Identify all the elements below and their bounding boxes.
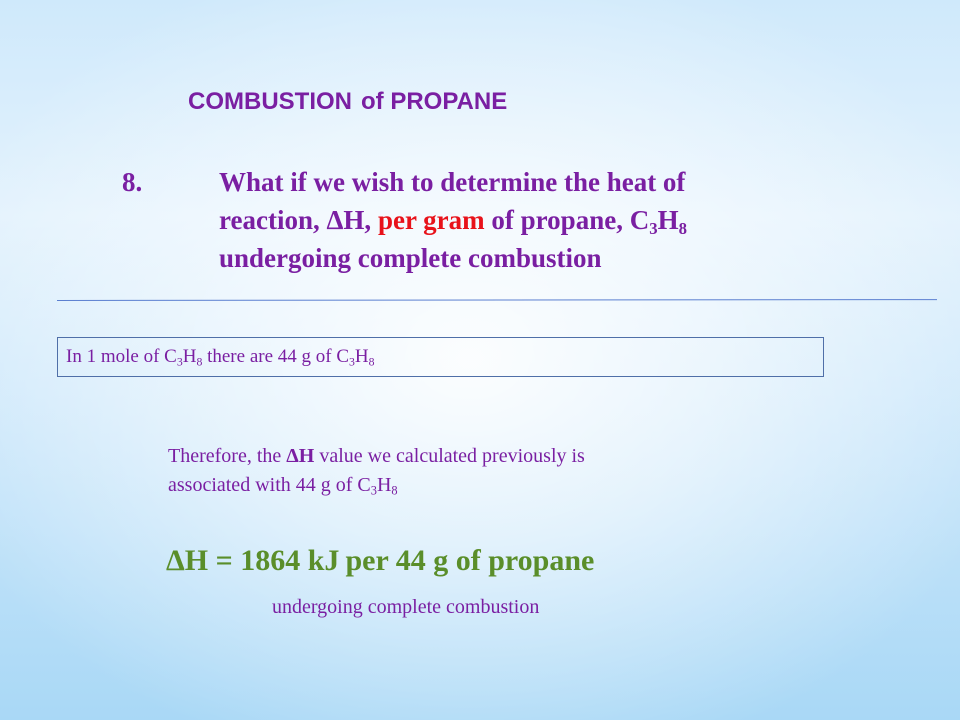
therefore-pre: Therefore, the [168,445,287,467]
delta-symbol: Δ [326,205,344,235]
mole-info-box [57,337,824,377]
box-h-1: H [182,346,197,367]
question-line-2 [219,201,687,239]
therefore-subscript-8: 8 [391,483,398,498]
subscript-8: 8 [678,219,687,239]
result-equation [166,544,594,578]
question-text-h: H, [343,205,378,235]
therefore-line-1 [168,442,585,471]
subscript-3: 3 [649,219,658,239]
box-subscript-8a: 8 [196,355,203,369]
therefore-h: H [376,474,392,496]
combustion-note: undergoing complete combustion [272,596,540,618]
title-word-1: COMBUSTION [188,88,352,115]
box-subscript-8b: 8 [368,355,375,369]
per-gram-highlight: per gram [377,205,485,235]
question-line-3: undergoing complete combustion [219,243,602,273]
formula-h: H [657,205,679,235]
question-line-1: What if we wish to determine the heat of [219,167,686,197]
therefore-paragraph [168,442,585,500]
therefore-line-2 [168,471,585,500]
result-eq: = 1864 kJ [208,544,340,577]
divider-line [57,299,937,301]
result-lhs: ΔH [166,544,209,577]
box-text-pre: In 1 mole of C [66,346,177,367]
therefore-post: value we calculated previously is [314,445,585,467]
box-h-2: H [354,346,369,367]
box-text-mid: there are 44 g of C [202,346,350,367]
delta-h-bold: ΔH [286,445,315,467]
therefore-subscript-3: 3 [370,483,377,498]
box-subscript-3a: 3 [176,355,183,369]
result-rhs: per 44 g of propane [345,544,595,577]
title-word-2: of PROPANE [361,88,508,115]
mole-info-text [66,346,375,368]
question-text-post: of propane, C [484,205,650,235]
question-number: 8. [122,167,143,197]
slide-title [188,88,507,116]
therefore-line2-pre: associated with 44 g of C [168,474,371,496]
box-subscript-3b: 3 [349,355,355,369]
question-text-pre: reaction, [219,205,327,235]
